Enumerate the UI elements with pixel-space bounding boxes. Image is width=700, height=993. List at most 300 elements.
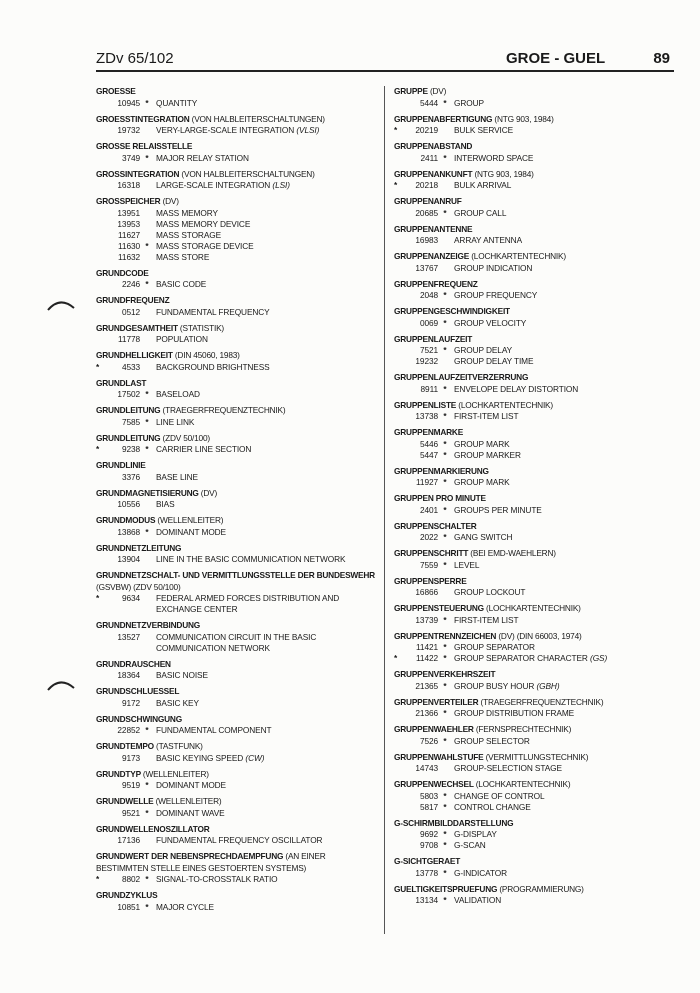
translation-term: BASELOAD bbox=[156, 389, 200, 399]
entry-headword bbox=[394, 631, 684, 643]
translation-row bbox=[394, 345, 684, 356]
headword-qualifier: (VERMITTLUNGSTECHNIK) bbox=[485, 751, 589, 762]
translation-text bbox=[452, 708, 684, 719]
headword-term: GRUPPENGESCHWINDIGKEIT bbox=[394, 306, 510, 316]
headword-qualifier: (BEI EMD-WAEHLERN) bbox=[470, 548, 556, 558]
translation-text bbox=[452, 98, 684, 109]
headword-qualifier: (AN EINER BESTIMMTEN STELLE EINES GESTOERTEN SYSTEMS) bbox=[96, 851, 326, 873]
headword-qualifier: (DV) bbox=[429, 86, 447, 96]
standard-marker bbox=[394, 736, 408, 747]
translation-term: ENVELOPE DELAY DISTORTION bbox=[454, 383, 579, 394]
preferred-marker bbox=[438, 356, 452, 367]
term-number: 16318 bbox=[117, 180, 140, 190]
translation-text bbox=[452, 560, 684, 571]
headword-qualifier: (FERNSPRECHTECHNIK) bbox=[475, 724, 572, 734]
translation-term: CARRIER LINE SECTION bbox=[156, 444, 252, 454]
standard-marker bbox=[394, 290, 408, 301]
translation-term: LINE LINK bbox=[156, 416, 195, 427]
entry-headword bbox=[96, 114, 378, 126]
translation-row bbox=[96, 808, 378, 819]
term-number: 13868 bbox=[117, 526, 140, 537]
entry-headword bbox=[394, 114, 684, 126]
preferred-marker bbox=[438, 125, 452, 136]
headword-term: GRUPPENSTEUERUNG bbox=[394, 603, 484, 613]
translation-row bbox=[96, 554, 378, 565]
translation-row bbox=[394, 153, 684, 164]
headword-qualifier: (TRAEGERFREQUENZTECHNIK) bbox=[162, 405, 286, 415]
translation-term: DOMINANT MODE bbox=[156, 780, 226, 790]
preferred-marker bbox=[438, 587, 452, 598]
translation-row bbox=[96, 417, 378, 428]
preferred-marker: * bbox=[443, 708, 447, 718]
translation-row bbox=[96, 252, 378, 263]
preferred-marker bbox=[140, 472, 154, 483]
headword-term: GUELTIGKEITSPRUEFUNG bbox=[394, 883, 498, 894]
translation-row bbox=[96, 698, 378, 709]
dictionary-entry bbox=[394, 372, 684, 395]
translation-row bbox=[96, 499, 378, 510]
dictionary-entry bbox=[96, 86, 378, 109]
term-number: 21365 bbox=[415, 680, 438, 691]
term-number: 11927 bbox=[416, 477, 438, 487]
entry-headword bbox=[96, 570, 378, 593]
preferred-marker: * bbox=[145, 416, 149, 427]
headword-term: GRUPPENLAUFZEIT bbox=[394, 333, 473, 344]
headword-term: GRUNDWELLE bbox=[96, 796, 154, 806]
entry-headword bbox=[394, 603, 684, 615]
entry-headword bbox=[96, 169, 378, 181]
term-number: 17136 bbox=[117, 835, 140, 845]
headword-term: GRUNDCODE bbox=[96, 267, 149, 278]
translation-term: G-SCAN bbox=[454, 840, 486, 850]
term-number: 9521 bbox=[121, 807, 140, 818]
preferred-marker bbox=[140, 334, 154, 345]
dictionary-entry bbox=[394, 196, 684, 219]
translation-row bbox=[394, 560, 684, 571]
translation-term: VALIDATION bbox=[454, 895, 502, 905]
standard-marker bbox=[96, 808, 110, 819]
translation-text bbox=[154, 362, 378, 373]
headword-term: GRUPPENVERKEHRSZEIT bbox=[394, 669, 496, 679]
standard-marker bbox=[96, 252, 110, 263]
headword-qualifier: (TRAEGERFREQUENZTECHNIK) bbox=[480, 696, 604, 707]
standard-marker bbox=[394, 681, 408, 692]
translation-text bbox=[452, 763, 684, 774]
translation-term: MASS STORAGE DEVICE bbox=[156, 240, 254, 251]
term-number: 7559 bbox=[419, 559, 438, 570]
translation-term: GROUP MARKER bbox=[454, 449, 521, 460]
entry-headword bbox=[96, 515, 378, 527]
translation-row bbox=[394, 802, 684, 813]
term-number: 19732 bbox=[117, 125, 140, 135]
term-number: 14743 bbox=[415, 763, 438, 773]
translation-text bbox=[154, 632, 378, 654]
translation-term: G-INDICATOR bbox=[454, 867, 507, 878]
preferred-marker: * bbox=[443, 532, 447, 542]
entry-headword bbox=[96, 714, 378, 726]
dictionary-entry bbox=[96, 323, 378, 346]
dictionary-entry bbox=[394, 334, 684, 368]
translation-text bbox=[452, 736, 684, 747]
binder-hole-mark-icon bbox=[46, 298, 76, 312]
translation-text bbox=[154, 835, 378, 846]
standard-marker: * bbox=[96, 593, 100, 603]
dictionary-entry bbox=[96, 405, 378, 428]
term-number: 19232 bbox=[415, 356, 438, 366]
translation-term: FUNDAMENTAL COMPONENT bbox=[156, 725, 272, 735]
preferred-marker bbox=[140, 219, 154, 230]
document-reference: ZDv 65/102 bbox=[96, 50, 174, 67]
preferred-marker: * bbox=[145, 444, 149, 454]
standard-marker: * bbox=[96, 444, 100, 454]
translation-row bbox=[394, 615, 684, 626]
translation-row bbox=[96, 241, 378, 252]
translation-term: MASS MEMORY bbox=[156, 207, 218, 218]
translation-text bbox=[154, 208, 378, 219]
term-number: 2411 bbox=[420, 152, 438, 163]
term-number: 8911 bbox=[420, 383, 438, 394]
headword-term: GROESSE bbox=[96, 86, 136, 96]
translation-row bbox=[96, 362, 378, 373]
entry-headword bbox=[96, 323, 378, 335]
standard-marker bbox=[394, 411, 408, 422]
headword-qualifier: (DV) bbox=[200, 487, 218, 498]
headword-term: GRUPPENMARKE bbox=[394, 427, 464, 437]
translation-text bbox=[452, 345, 684, 356]
translation-text bbox=[154, 670, 378, 681]
dictionary-entry bbox=[96, 378, 378, 401]
translation-row bbox=[394, 505, 684, 516]
standard-marker: * bbox=[96, 361, 100, 372]
standard-marker bbox=[96, 230, 110, 241]
entry-headword bbox=[96, 350, 378, 362]
preferred-marker: * bbox=[443, 653, 447, 663]
preferred-marker: * bbox=[145, 874, 149, 884]
preferred-marker bbox=[140, 499, 154, 510]
translation-row bbox=[394, 356, 684, 367]
translation-term: GROUPS PER MINUTE bbox=[454, 504, 542, 515]
standard-marker bbox=[96, 632, 110, 654]
entry-headword bbox=[96, 295, 378, 307]
entry-headword bbox=[394, 251, 684, 263]
headword-term: GRUNDWERT DER NEBENSPRECHDAEMPFUNG bbox=[96, 851, 284, 861]
entry-headword bbox=[394, 818, 684, 830]
term-number: 13767 bbox=[415, 262, 438, 273]
translation-text bbox=[154, 153, 378, 164]
translation-row bbox=[96, 527, 378, 538]
term-number: 0069 bbox=[419, 317, 438, 328]
translation-text bbox=[452, 895, 684, 906]
headword-term: GRUPPENFREQUENZ bbox=[394, 278, 478, 289]
translation-text bbox=[452, 208, 684, 219]
term-number: 7526 bbox=[419, 735, 438, 746]
headword-term: GRUPPENLISTE bbox=[394, 399, 457, 410]
translation-text bbox=[452, 829, 684, 840]
standard-marker bbox=[394, 208, 408, 219]
preferred-marker bbox=[140, 698, 154, 709]
dictionary-entry bbox=[394, 576, 684, 599]
translation-term: FUNDAMENTAL FREQUENCY bbox=[156, 306, 270, 317]
translation-term: CHANGE OF CONTROL bbox=[454, 790, 545, 801]
standard-marker bbox=[394, 439, 408, 450]
standard-marker bbox=[96, 780, 110, 791]
dictionary-entry bbox=[96, 169, 378, 192]
entry-headword bbox=[394, 779, 684, 791]
translation-term: BACKGROUND BRIGHTNESS bbox=[156, 361, 270, 372]
translation-row bbox=[394, 532, 684, 543]
translation-row bbox=[394, 208, 684, 219]
translation-term: GROUP VELOCITY bbox=[454, 317, 527, 328]
translation-row bbox=[96, 874, 378, 885]
dictionary-entry bbox=[96, 741, 378, 764]
binder-hole-mark-icon bbox=[46, 678, 76, 692]
headword-term: GRUPPENLAUFZEITVERZERRUNG bbox=[394, 372, 529, 382]
translation-row bbox=[96, 180, 378, 191]
translation-row bbox=[394, 708, 684, 719]
translation-text bbox=[154, 753, 378, 764]
translation-term: MAJOR CYCLE bbox=[156, 901, 214, 912]
preferred-marker bbox=[140, 593, 154, 615]
translation-term: GROUP SEPARATOR bbox=[454, 642, 535, 652]
translation-term: SIGNAL-TO-CROSSTALK RATIO bbox=[156, 874, 278, 884]
translation-text bbox=[452, 450, 684, 461]
standard-marker bbox=[96, 554, 110, 565]
preferred-marker: * bbox=[443, 680, 447, 691]
headword-term: GRUPPENWECHSEL bbox=[394, 779, 474, 789]
term-number: 2048 bbox=[419, 290, 438, 300]
translation-text bbox=[452, 356, 684, 367]
entry-headword bbox=[394, 576, 684, 588]
standard-marker bbox=[394, 829, 408, 840]
preferred-marker: * bbox=[145, 97, 149, 108]
translation-text bbox=[154, 874, 378, 885]
translation-text bbox=[154, 780, 378, 791]
translation-row bbox=[96, 444, 378, 455]
dictionary-entry bbox=[96, 268, 378, 291]
entry-headword bbox=[394, 372, 684, 384]
translation-term: POPULATION bbox=[156, 334, 208, 344]
left-column bbox=[96, 86, 378, 918]
dictionary-entry bbox=[394, 724, 684, 747]
dictionary-entry bbox=[394, 169, 684, 192]
dictionary-entry bbox=[394, 114, 684, 137]
headword-term: GRUPPENVERTEILER bbox=[394, 696, 479, 707]
translation-row bbox=[394, 384, 684, 395]
standard-marker bbox=[96, 902, 110, 913]
dictionary-entry bbox=[96, 433, 378, 456]
entry-headword bbox=[96, 659, 378, 671]
translation-term: INTERWORD SPACE bbox=[454, 152, 534, 163]
translation-text bbox=[154, 593, 378, 615]
dictionary-entry bbox=[394, 466, 684, 489]
dictionary-entry bbox=[96, 714, 378, 737]
translation-row bbox=[96, 98, 378, 109]
headword-qualifier: (LOCHKARTENTECHNIK) bbox=[458, 399, 553, 410]
translation-text bbox=[154, 902, 378, 913]
entry-headword bbox=[96, 851, 378, 874]
dictionary-entry bbox=[96, 796, 378, 819]
standard-marker bbox=[96, 670, 110, 681]
term-number: 16866 bbox=[415, 587, 438, 597]
translation-term: BASE LINE bbox=[156, 471, 198, 482]
headword-term: GRUNDNETZVERBINDUNG bbox=[96, 620, 201, 630]
dictionary-entry bbox=[394, 427, 684, 461]
translation-row bbox=[394, 318, 684, 329]
entry-headword bbox=[96, 141, 378, 153]
preferred-marker: * bbox=[145, 389, 149, 399]
translation-row bbox=[394, 235, 684, 246]
standard-marker bbox=[394, 587, 408, 598]
translation-text bbox=[154, 219, 378, 230]
translation-row bbox=[394, 411, 684, 422]
dictionary-entry bbox=[394, 752, 684, 775]
page-header bbox=[96, 50, 670, 72]
term-number: 18364 bbox=[117, 670, 140, 680]
term-number: 20219 bbox=[415, 125, 438, 135]
term-number: 11632 bbox=[118, 251, 140, 262]
headword-term: GRUPPENWAEHLER bbox=[394, 724, 474, 734]
translation-row bbox=[394, 263, 684, 274]
translation-row bbox=[394, 681, 684, 692]
entry-headword bbox=[96, 405, 378, 417]
translation-term: VERY-LARGE-SCALE INTEGRATION bbox=[156, 125, 295, 135]
dictionary-entry bbox=[394, 141, 684, 164]
dictionary-entry bbox=[394, 493, 684, 516]
entry-headword bbox=[96, 824, 378, 836]
term-number: 11778 bbox=[118, 334, 140, 344]
headword-qualifier: (LOCHKARTENTECHNIK) bbox=[486, 603, 581, 613]
column-divider bbox=[384, 86, 385, 934]
entry-headword bbox=[394, 884, 684, 896]
translation-text bbox=[154, 307, 378, 318]
translation-term: GROUP SEPARATOR CHARACTER bbox=[454, 653, 588, 663]
translation-text bbox=[154, 472, 378, 483]
translation-row bbox=[96, 279, 378, 290]
entry-headword bbox=[394, 856, 684, 868]
headword-term: GRUNDMAGNETISIERUNG bbox=[96, 487, 199, 498]
preferred-marker bbox=[438, 263, 452, 274]
translation-text bbox=[154, 334, 378, 345]
entry-headword bbox=[394, 697, 684, 709]
translation-abbreviation: (VLSI) bbox=[296, 125, 320, 135]
standard-marker bbox=[394, 384, 408, 395]
standard-marker bbox=[394, 356, 408, 367]
preferred-marker: * bbox=[443, 735, 447, 746]
headword-term: GRUPPENANRUF bbox=[394, 196, 462, 206]
translation-text bbox=[452, 681, 684, 692]
dictionary-entry bbox=[96, 141, 378, 164]
entry-headword bbox=[96, 460, 378, 472]
entry-headword bbox=[96, 86, 378, 98]
standard-marker bbox=[394, 802, 408, 813]
translation-text bbox=[452, 439, 684, 450]
entry-headword bbox=[96, 543, 378, 555]
translation-abbreviation: (LSI) bbox=[272, 180, 290, 190]
translation-row bbox=[394, 736, 684, 747]
translation-text bbox=[452, 235, 684, 246]
standard-marker bbox=[96, 334, 110, 345]
standard-marker: * bbox=[394, 125, 398, 135]
preferred-marker: * bbox=[443, 345, 447, 355]
headword-qualifier: (GSVBW) (ZDV 50/100) bbox=[96, 581, 181, 592]
entry-headword bbox=[394, 169, 684, 181]
translation-text bbox=[154, 279, 378, 290]
standard-marker bbox=[96, 835, 110, 846]
translation-term: GROUP CALL bbox=[454, 207, 507, 218]
translation-term: MASS MEMORY DEVICE bbox=[156, 218, 251, 229]
preferred-marker bbox=[438, 180, 452, 191]
translation-text bbox=[154, 499, 378, 510]
translation-text bbox=[154, 554, 378, 565]
standard-marker bbox=[394, 895, 408, 906]
translation-row bbox=[96, 208, 378, 219]
translation-term: MASS STORE bbox=[156, 251, 210, 262]
preferred-marker bbox=[140, 554, 154, 565]
headword-term: GRUNDFREQUENZ bbox=[96, 295, 170, 305]
entry-headword bbox=[394, 724, 684, 736]
translation-row bbox=[394, 125, 684, 136]
headword-term: GROSSPEICHER bbox=[96, 196, 161, 206]
term-number: 5446 bbox=[419, 438, 438, 449]
translation-row bbox=[96, 472, 378, 483]
translation-row bbox=[394, 587, 684, 598]
translation-term: ARRAY ANTENNA bbox=[454, 235, 523, 245]
term-number: 0512 bbox=[121, 306, 140, 317]
standard-marker bbox=[96, 180, 110, 191]
translation-text bbox=[452, 477, 684, 488]
dictionary-entry bbox=[394, 521, 684, 544]
entry-headword bbox=[394, 400, 684, 412]
translation-row bbox=[96, 593, 378, 615]
preferred-marker bbox=[438, 763, 452, 774]
translation-term: BASIC NOISE bbox=[156, 670, 208, 680]
translation-row bbox=[96, 725, 378, 736]
translation-term: GROUP bbox=[454, 97, 484, 108]
headword-term: GRUNDTYP bbox=[96, 768, 141, 779]
preferred-marker: * bbox=[145, 901, 149, 912]
translation-text bbox=[154, 527, 378, 538]
translation-row bbox=[96, 835, 378, 846]
translation-text bbox=[452, 642, 684, 653]
dictionary-entry bbox=[394, 224, 684, 247]
translation-text bbox=[154, 389, 378, 400]
headword-qualifier: (PROGRAMMIERUNG) bbox=[499, 883, 584, 894]
translation-term: GROUP-SELECTION STAGE bbox=[454, 763, 562, 773]
translation-row bbox=[96, 230, 378, 241]
term-number: 7585 bbox=[121, 416, 140, 427]
headword-term: GRUNDNETZLEITUNG bbox=[96, 542, 182, 553]
headword-term: GROESSTINTEGRATION bbox=[96, 113, 190, 124]
translation-text bbox=[452, 411, 684, 422]
standard-marker bbox=[394, 560, 408, 571]
headword-term: G-SICHTGERAET bbox=[394, 856, 461, 866]
term-number: 9173 bbox=[121, 752, 140, 763]
standard-marker bbox=[394, 642, 408, 653]
headword-term: GRUPPENSCHALTER bbox=[394, 520, 477, 531]
translation-row bbox=[96, 902, 378, 913]
translation-text bbox=[452, 505, 684, 516]
translation-text bbox=[452, 318, 684, 329]
translation-text bbox=[154, 125, 378, 136]
right-column bbox=[394, 86, 684, 911]
headword-term: GRUNDSCHLUESSEL bbox=[96, 686, 180, 696]
headword-qualifier: (NTG 903, 1984) bbox=[474, 168, 534, 179]
translation-row bbox=[96, 753, 378, 764]
translation-text bbox=[452, 791, 684, 802]
translation-text bbox=[452, 180, 684, 191]
translation-term: GROUP LOCKOUT bbox=[454, 587, 526, 597]
translation-term: G-DISPLAY bbox=[454, 829, 497, 839]
